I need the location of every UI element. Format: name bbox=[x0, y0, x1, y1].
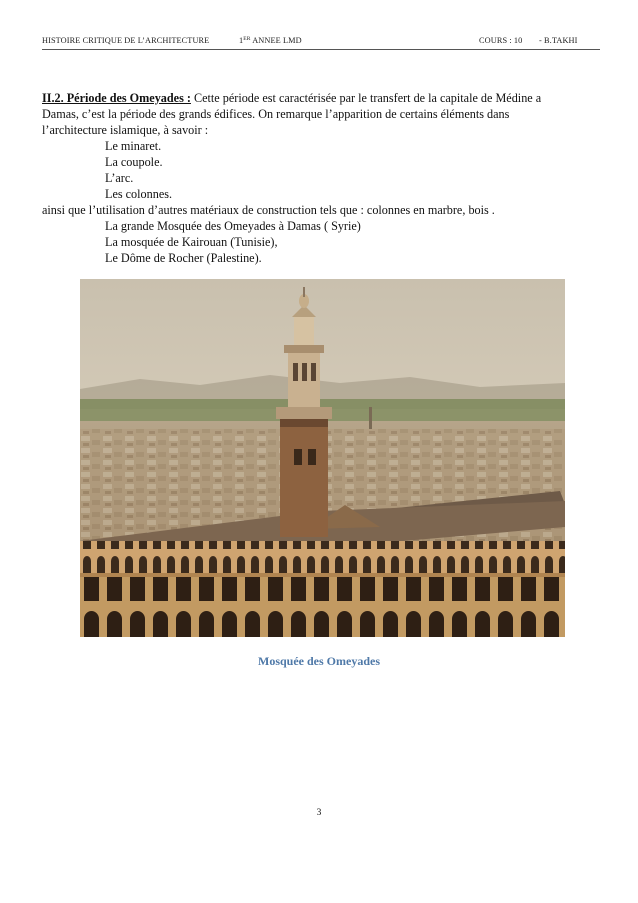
mosque-photo bbox=[80, 279, 565, 637]
example-item: Le Dôme de Rocher (Palestine). bbox=[105, 251, 262, 265]
header-course-title: HISTOIRE CRITIQUE DE L’ARCHITECTURE bbox=[42, 36, 210, 45]
element-item: La coupole. bbox=[105, 155, 163, 169]
section-heading: II.2. Période des Omeyades : bbox=[42, 91, 191, 105]
header-author: - B.TAKHI bbox=[539, 36, 578, 45]
element-item: Les colonnes. bbox=[105, 187, 173, 201]
materials-line: ainsi que l’utilisation d’autres matériaux de construction tels que : colonnes en marbre, bois . bbox=[42, 203, 495, 217]
page-number: 3 bbox=[316, 808, 322, 818]
example-item: La mosquée de Kairouan (Tunisie), bbox=[105, 235, 278, 249]
header-rule bbox=[42, 49, 600, 50]
intro-line-3: l’architecture islamique, à savoir : bbox=[42, 123, 209, 137]
header-cours: COURS : 10 bbox=[479, 36, 523, 45]
element-item: Le minaret. bbox=[105, 139, 162, 153]
figure-caption: Mosquée des Omeyades bbox=[258, 654, 380, 668]
element-item: L’arc. bbox=[105, 171, 134, 185]
intro-line-1: II.2. Période des Omeyades : Cette période est caractérisée par le transfert de la capitale de Médine a bbox=[42, 91, 542, 105]
header-year: 1ER ANNEE LMD bbox=[239, 36, 302, 45]
example-item: La grande Mosquée des Omeyades à Damas ( Syrie) bbox=[105, 219, 361, 233]
page-header bbox=[42, 36, 602, 50]
intro-line-2: Damas, c’est la période des grands édifices. On remarque l’apparition de certains éléments dans bbox=[42, 107, 510, 121]
section-body bbox=[42, 90, 602, 266]
